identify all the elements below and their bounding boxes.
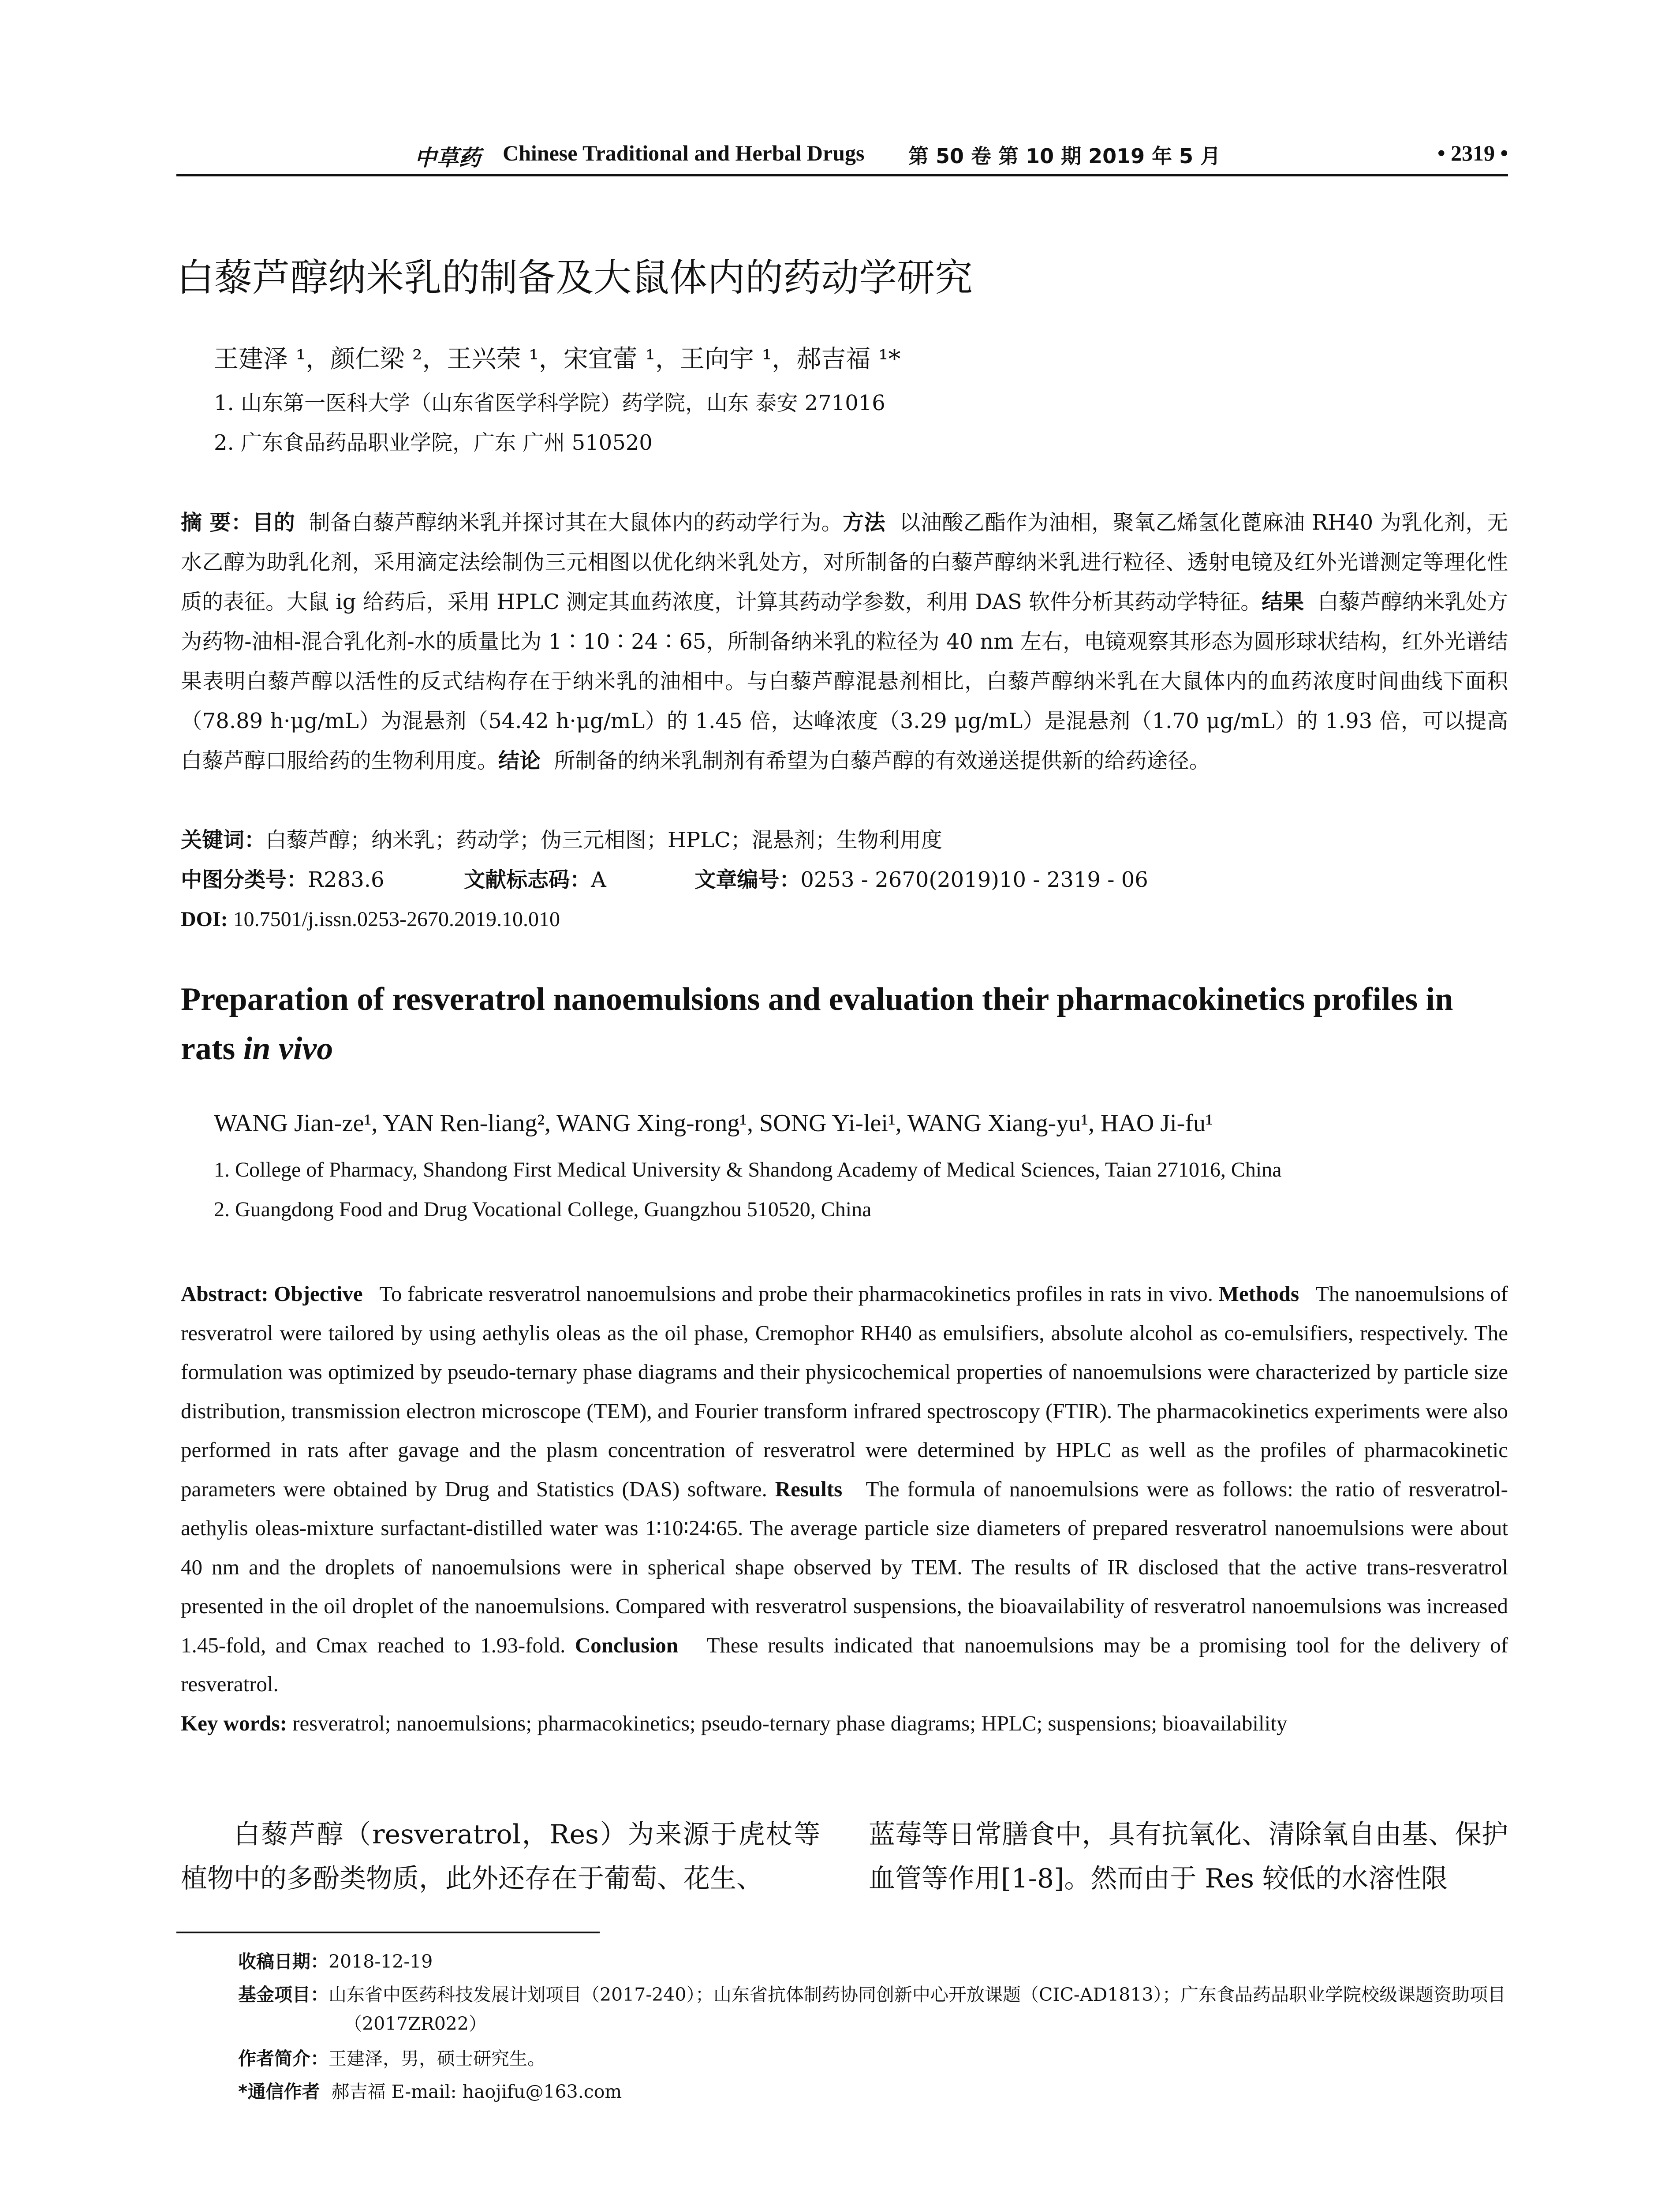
title-cn: 白藜芦醇纳米乳的制备及大鼠体内的药动学研究 (176, 256, 973, 300)
objective-label: 目的 (252, 510, 295, 535)
conclusion-label: 结论 (498, 748, 541, 773)
results-label: 结果 (1262, 590, 1304, 614)
affiliation-en-2: 2. Guangdong Food and Drug Vocational College, Guangzhou 510520, China (214, 1198, 872, 1221)
keywords-en-text: resveratrol; nanoemulsions; pharmacokinetics; pseudo-ternary phase diagrams; HPLC; suspensions; bioavailability (292, 1711, 1288, 1735)
footnote-author (238, 2044, 1508, 2073)
body-column-right: 蓝莓等日常膳食中，具有抗氧化、清除氧自由基、保护血管等作用[1-8]。然而由于 Res 较低的水溶性限 (869, 1819, 1508, 1894)
header-rule (176, 174, 1508, 176)
journal-name-en: Chinese Traditional and Herbal Drugs (503, 141, 865, 165)
correspondence-text: 郝吉福 E-mail: haojifu@163.com (331, 2081, 622, 2102)
doc-code-label: 文献标志码： (464, 867, 591, 892)
doc-code-value: A (591, 867, 606, 892)
methods-label: 方法 (843, 510, 886, 535)
objective-en-text: To fabricate resveratrol nanoemulsions and probe their pharmacokinetics profiles in rats in vivo. (379, 1282, 1213, 1306)
conclusion-en-label: Conclusion (575, 1633, 679, 1657)
doi-label: DOI: (181, 908, 228, 931)
footnote-received (238, 1947, 1508, 1976)
abstract-cn (181, 503, 1508, 781)
fund-label: 基金项目： (238, 1984, 329, 2005)
title-en-italic: in vivo (243, 1031, 333, 1067)
author-bio: 王建泽，男，硕士研究生。 (329, 2048, 545, 2069)
affiliation-cn-1: 1. 山东第一医科大学（山东省医学科学院）药学院，山东 泰安 271016 (214, 391, 885, 415)
issue-info: 第 50 卷 第 10 期 2019 年 5 月 (908, 144, 1221, 168)
received-label: 收稿日期： (238, 1951, 329, 1972)
doi-line (181, 900, 1508, 939)
keywords-label: 关键词： (181, 828, 266, 852)
title-en (181, 975, 1504, 1073)
clc-label: 中图分类号： (181, 867, 308, 892)
affiliation-cn-2: 2. 广东食品药品职业学院，广东 广州 510520 (214, 430, 653, 455)
authors-cn: 王建泽 ¹，颜仁梁 ²，王兴荣 ¹，宋宜蕾 ¹，王向宇 ¹，郝吉福 ¹* (214, 345, 901, 374)
footnote-fund (238, 1980, 1508, 2038)
keywords-en-label: Key words: (181, 1711, 287, 1735)
journal-name-cn: 中草药 (414, 145, 481, 171)
author-bio-label: 作者简介： (238, 2048, 329, 2069)
footnote-rule (176, 1932, 600, 1933)
abstract-label: 摘 要： (181, 510, 253, 535)
footnote-correspondence (238, 2077, 1508, 2106)
keywords-text: 白藜芦醇；纳米乳；药动学；伪三元相图；HPLC；混悬剂；生物利用度 (265, 828, 942, 852)
conclusion-en-text: These results indicated that nanoemulsions may be a promising tool for the delivery of resveratrol. (181, 1633, 1508, 1696)
objective-text: 制备白藜芦醇纳米乳并探讨其在大鼠体内的药动学行为。 (309, 510, 843, 535)
page-number: • 2319 • (1437, 141, 1508, 165)
abstract-en (181, 1274, 1508, 1743)
correspondence-label: *通信作者 (238, 2081, 320, 2102)
results-en-label: Results (775, 1476, 843, 1501)
clc-value: R283.6 (308, 867, 385, 892)
doi-value: 10.7501/j.issn.0253-2670.2019.10.010 (233, 908, 560, 931)
affiliation-en-1: 1. College of Pharmacy, Shandong First Medical University & Shandong Academy of Medical Sciences, Taian 271016, China (214, 1158, 1282, 1181)
authors-en: WANG Jian-ze¹, YAN Ren-liang², WANG Xing-rong¹, SONG Yi-lei¹, WANG Xiang-yu¹, HAO Ji-fu¹ (214, 1110, 1213, 1137)
article-no-value: 0253 - 2670(2019)10 - 2319 - 06 (800, 867, 1148, 892)
methods-en-label: Methods (1218, 1282, 1299, 1306)
running-header (176, 140, 1508, 176)
received-date: 2018-12-19 (329, 1951, 433, 1972)
results-text: 白藜芦醇纳米乳处方为药物-油相-混合乳化剂-水的质量比为 1∶10∶24∶65，所制备纳米乳的粒径为 40 nm 左右，电镜观察其形态为圆形球状结构，红外光谱结果表明白藜芦醇以活性的反式结构存在于纳米乳的油相中。与白藜芦醇混悬剂相比，白藜芦醇纳米乳在大鼠体内的血药浓度时间曲线下面积（78.89 h·μg/mL）为混悬剂（54.42 h·μg/mL）的 1.45 倍，达峰浓度（3.29 μg/mL）是混悬剂（1.70 μg/mL）的 1.93 倍，可以提高白藜芦醇口服给药的生物利用度。 (181, 590, 1508, 773)
results-en-text: The formula of nanoemulsions were as follows: the ratio of resveratrol-aethylis oleas-mixture surfactant-distilled water was 1∶10∶24∶65. The average particle size diameters of prepared resveratrol nanoemulsions were about 40 nm and the droplets of nanoemulsions were in spherical shape observed by TEM. The results of IR disclosed that the active trans-resveratrol presented in the oil droplet of the nanoemulsions. Compared with resveratrol suspensions, the bioavailability of resveratrol nanoemulsions was increased 1.45-fold, and Cmax reached to 1.93-fold. (181, 1476, 1508, 1657)
conclusion-text: 所制备的纳米乳制剂有希望为白藜芦醇的有效递送提供新的给药途径。 (554, 748, 1210, 773)
classification-line (181, 860, 1508, 900)
body-column-left: 白藜芦醇（resveratrol，Res）为来源于虎杖等植物中的多酚类物质，此外还存在于葡萄、花生、 (181, 1819, 820, 1894)
article-no-label: 文章编号： (694, 867, 801, 892)
abstract-en-label: Abstract: Objective (181, 1282, 363, 1306)
fund-text: 山东省中医药科技发展计划项目（2017-240）；山东省抗体制药协同创新中心开放课题（CIC-AD1813）；广东食品药品职业学院校级课题资助项目（2017ZR022） (329, 1984, 1506, 2034)
methods-text: 以油酸乙酯作为油相，聚氧乙烯氢化蓖麻油 RH40 为乳化剂，无水乙醇为助乳化剂，采用滴定法绘制伪三元相图以优化纳米乳处方，对所制备的白藜芦醇纳米乳进行粒径、透射电镜及红外光谱测定等理化性质的表征。大鼠 ig 给药后，采用 HPLC 测定其血药浓度，计算其药动学参数，利用 DAS 软件分析其药动学特征。 (181, 510, 1508, 614)
keywords-cn (181, 820, 1508, 860)
methods-en-text: The nanoemulsions of resveratrol were tailored by using aethylis oleas as the oil phase, Cremophor RH40 as emulsifiers, absolute alcohol as co-emulsifiers, respectively. The formulation was optimized by pseudo-ternary phase diagrams and their physicochemical properties of nanoemulsions were characterized by particle size distribution, transmission electron microscope (TEM), and Fourier transform infrared spectroscopy (FTIR). The pharmacokinetics experiments were also performed in rats after gavage and the plasm concentration of resveratrol were determined by HPLC as well as the profiles of pharmacokinetic parameters were obtained by Drug and Statistics (DAS) software. (181, 1282, 1508, 1501)
title-en-main: Preparation of resveratrol nanoemulsions and evaluation their pharmacokinetics profiles in rats (181, 981, 1453, 1067)
